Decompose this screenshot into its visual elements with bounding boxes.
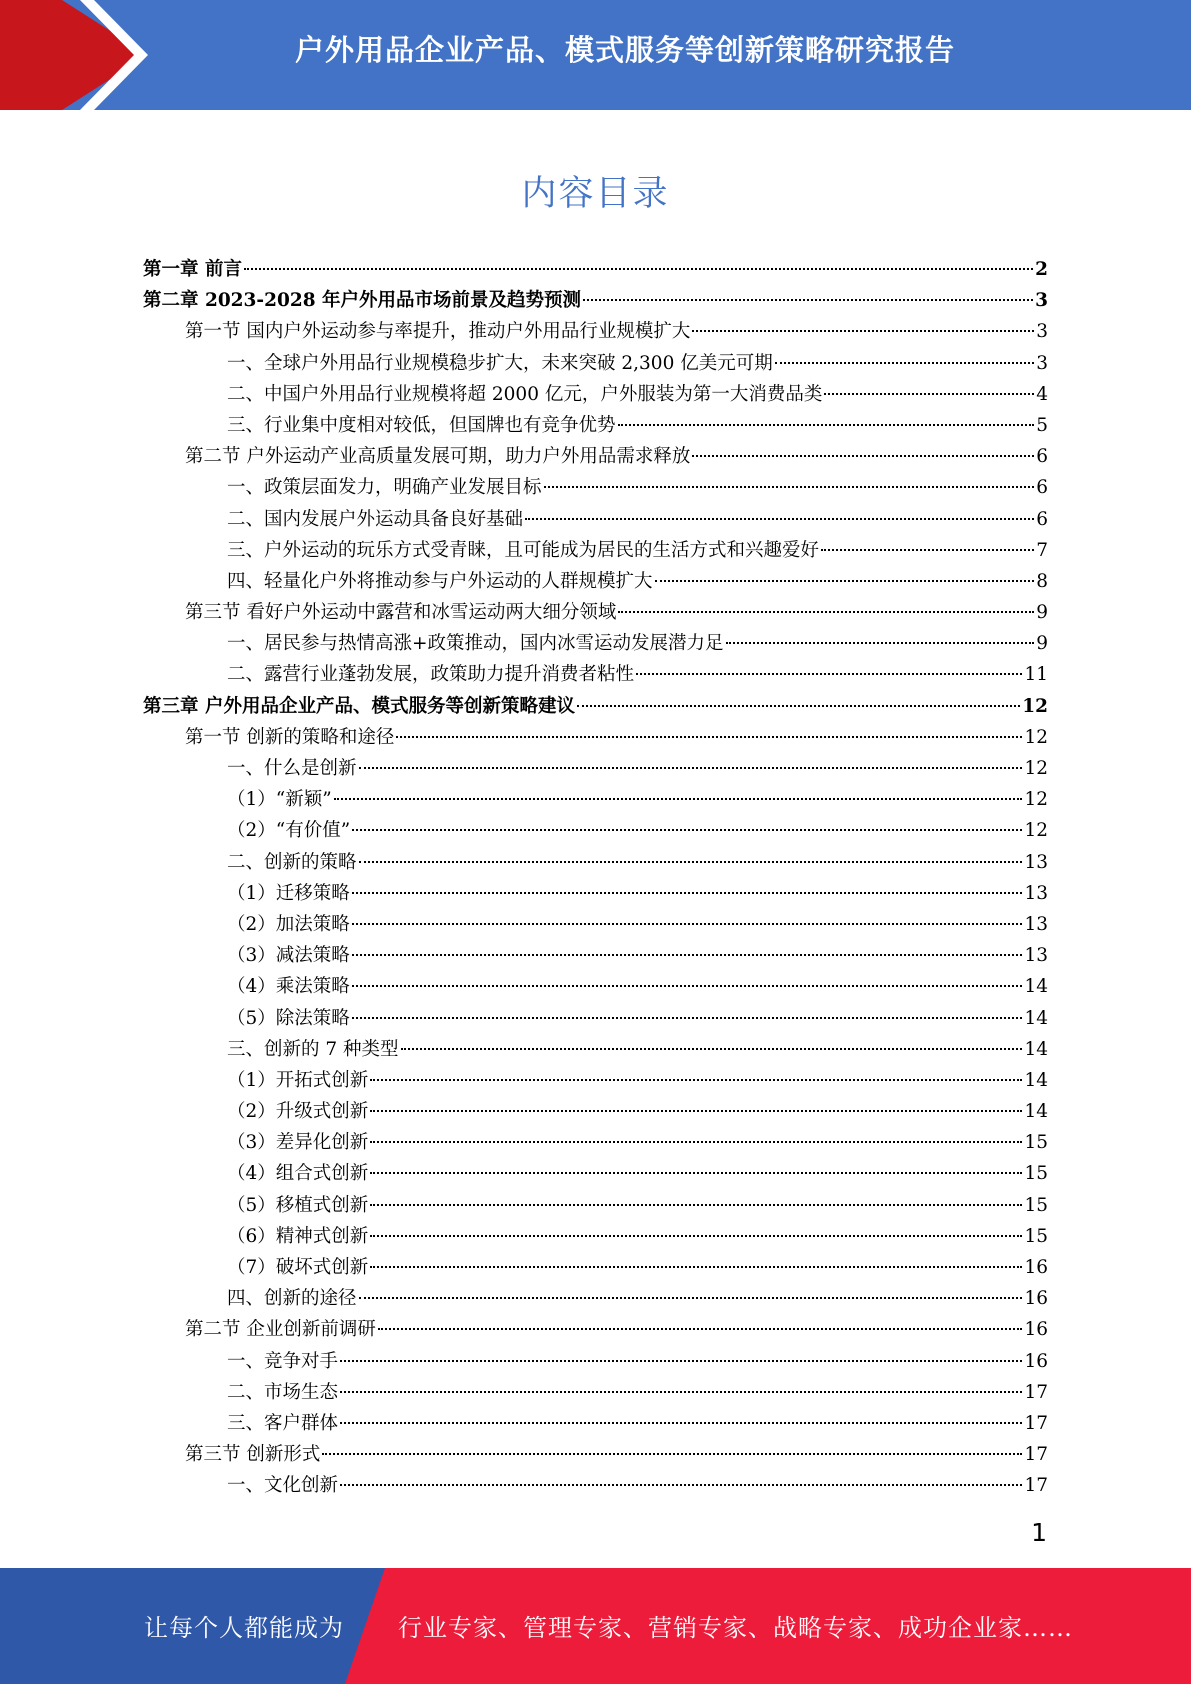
toc-entry[interactable] [143, 1003, 1048, 1034]
toc-dot-leader [340, 1422, 1022, 1424]
toc-entry[interactable] [143, 971, 1048, 1002]
toc-entry-title: 二、国内发展户外运动具备良好基础 [227, 508, 524, 530]
toc-dot-leader [583, 299, 1033, 301]
toc-entry[interactable] [143, 285, 1048, 316]
toc-entry-page: 16 [1024, 1350, 1048, 1372]
toc-entry[interactable] [143, 597, 1048, 628]
toc-dot-leader [370, 1266, 1022, 1268]
toc-dot-leader [340, 1360, 1022, 1362]
toc-entry-page: 14 [1024, 1038, 1048, 1060]
toc-dot-leader [352, 985, 1023, 987]
toc-entry[interactable] [143, 1127, 1048, 1158]
toc-entry-title: 一、居民参与热情高涨+政策推动，国内冰雪运动发展潜力足 [227, 633, 724, 655]
toc-entry[interactable] [143, 940, 1048, 971]
toc-entry-title: 第二节 企业创新前调研 [185, 1319, 376, 1341]
toc-entry-title: 第二章 2023-2028 年户外用品市场前景及趋势预测 [143, 290, 582, 312]
toc-entry-page: 14 [1024, 1069, 1048, 1091]
toc-entry[interactable] [143, 379, 1048, 410]
toc-entry-page: 17 [1024, 1381, 1048, 1403]
toc-entry-title: （3）差异化创新 [227, 1132, 369, 1154]
toc-entry-page: 17 [1024, 1412, 1048, 1434]
toc-entry-page: 12 [1024, 758, 1048, 779]
toc-dot-leader [775, 362, 1034, 364]
toc-entry-page: 13 [1024, 882, 1048, 904]
toc-dot-leader [359, 1297, 1023, 1299]
toc-dot-leader [692, 330, 1034, 332]
toc-dot-leader [370, 1079, 1022, 1081]
toc-dot-leader [352, 829, 1022, 831]
toc-dot-leader [378, 1328, 1023, 1330]
toc-entry-title: 三、创新的 7 种类型 [227, 1038, 399, 1060]
toc-entry-page: 12 [1024, 789, 1048, 811]
toc-entry-title: 第三节 看好户外运动中露营和冰雪运动两大细分领域 [185, 602, 617, 624]
toc-entry-page: 13 [1024, 945, 1048, 967]
toc-entry[interactable] [143, 784, 1048, 815]
toc-entry[interactable] [143, 722, 1048, 753]
toc-dot-leader [340, 1391, 1022, 1393]
toc-entry[interactable] [143, 1346, 1048, 1377]
toc-entry[interactable] [143, 1065, 1048, 1096]
table-of-contents [143, 254, 1048, 1502]
toc-entry-page: 7 [1036, 539, 1048, 561]
toc-dot-leader [821, 549, 1034, 551]
toc-entry-title: （2）加法策略 [227, 913, 350, 935]
header-title: 户外用品企业产品、模式服务等创新策略研究报告 [294, 33, 955, 67]
toc-entry-title: 第三节 创新形式 [185, 1444, 321, 1466]
toc-dot-leader [692, 455, 1034, 457]
toc-title: 内容目录 [521, 174, 670, 214]
toc-dot-leader [244, 268, 1033, 270]
footer-slogan-left: 让每个人都能成为 [144, 1614, 344, 1642]
toc-entry-page: 6 [1036, 446, 1048, 468]
toc-entry-title: 第一节 国内户外运动参与率提升，推动户外用品行业规模扩大 [185, 321, 691, 343]
toc-dot-leader [352, 1017, 1023, 1019]
toc-entry-page: 17 [1024, 1444, 1048, 1466]
toc-dot-leader [396, 736, 1022, 738]
toc-entry-page: 14 [1024, 976, 1048, 998]
toc-entry-title: 一、什么是创新 [227, 758, 357, 779]
toc-entry-title: 第一节 创新的策略和途径 [185, 726, 395, 748]
toc-entry-title: 四、轻量化户外将推动参与户外运动的人群规模扩大 [227, 570, 653, 592]
toc-entry-title: 一、政策层面发力，明确产业发展目标 [227, 477, 542, 499]
toc-entry-page: 16 [1024, 1288, 1048, 1310]
toc-entry[interactable] [143, 1408, 1048, 1439]
toc-entry[interactable] [143, 1190, 1048, 1221]
toc-dot-leader [352, 923, 1023, 925]
toc-entry-page: 4 [1036, 383, 1048, 405]
toc-entry[interactable] [143, 1314, 1048, 1345]
toc-entry-page: 5 [1036, 414, 1048, 436]
toc-entry-title: 一、全球户外用品行业规模稳步扩大，未来突破 2,300 亿美元可期 [227, 352, 773, 374]
toc-entry[interactable] [143, 659, 1048, 690]
toc-entry-page: 3 [1036, 352, 1048, 374]
toc-entry[interactable] [143, 1283, 1048, 1314]
toc-dot-leader [352, 954, 1023, 956]
toc-entry-page: 14 [1024, 1007, 1048, 1029]
toc-entry[interactable] [143, 316, 1048, 347]
toc-dot-leader [370, 1172, 1022, 1174]
toc-dot-leader [340, 1484, 1022, 1486]
toc-entry-title: 第一章 前言 [143, 259, 242, 280]
toc-entry-page: 6 [1036, 508, 1048, 530]
toc-entry[interactable] [143, 410, 1048, 441]
toc-dot-leader [577, 705, 1020, 707]
toc-entry[interactable] [143, 566, 1048, 597]
toc-entry-page: 12 [1022, 695, 1048, 717]
toc-entry-title: （4）组合式创新 [227, 1163, 369, 1185]
toc-entry[interactable] [143, 1096, 1048, 1127]
toc-entry[interactable] [143, 691, 1048, 722]
toc-entry-title: 第三章 户外用品企业产品、模式服务等创新策略建议 [143, 695, 575, 717]
page-number: 1 [1031, 1518, 1047, 1547]
toc-dot-leader [370, 1235, 1022, 1237]
toc-entry[interactable] [143, 878, 1048, 909]
toc-entry[interactable] [143, 472, 1048, 503]
toc-entry-title: （7）破坏式创新 [227, 1257, 369, 1278]
toc-entry[interactable] [143, 1158, 1048, 1189]
toc-dot-leader [370, 1110, 1022, 1112]
toc-dot-leader [618, 424, 1035, 426]
toc-entry-page: 6 [1036, 477, 1048, 499]
toc-entry[interactable] [143, 254, 1048, 285]
toc-entry-page: 13 [1024, 851, 1048, 873]
toc-entry-title: 二、市场生态 [227, 1381, 339, 1403]
toc-entry[interactable] [143, 504, 1048, 535]
toc-entry-title: 二、中国户外用品行业规模将超 2000 亿元，户外服装为第一大消费品类 [227, 383, 823, 405]
toc-entry-page: 3 [1035, 290, 1048, 312]
toc-entry-page: 14 [1024, 1101, 1048, 1123]
toc-dot-leader [525, 518, 1034, 520]
toc-dot-leader [359, 767, 1023, 769]
toc-entry-title: （4）乘法策略 [227, 976, 350, 998]
toc-entry[interactable] [143, 753, 1048, 784]
toc-dot-leader [726, 642, 1035, 644]
toc-dot-leader [618, 611, 1034, 613]
toc-entry-title: （2）“有价值” [227, 820, 351, 842]
header-arrow-icon [0, 0, 160, 110]
toc-entry-title: （1）“新颖” [227, 789, 332, 811]
toc-entry[interactable] [143, 1377, 1048, 1408]
toc-entry[interactable] [143, 1252, 1048, 1283]
toc-entry[interactable] [143, 348, 1048, 379]
toc-entry[interactable] [143, 909, 1048, 940]
footer-slogan-right: 行业专家、管理专家、营销专家、战略专家、成功企业家…… [398, 1614, 1073, 1642]
toc-entry-title: 三、行业集中度相对较低，但国牌也有竞争优势 [227, 414, 616, 436]
toc-dot-leader [544, 486, 1035, 488]
toc-dot-leader [322, 1453, 1022, 1455]
toc-entry-title: 一、文化创新 [227, 1475, 339, 1497]
toc-entry[interactable] [143, 1439, 1048, 1470]
toc-dot-leader [636, 673, 1022, 675]
toc-entry-page: 16 [1024, 1319, 1048, 1341]
toc-dot-leader [359, 861, 1023, 863]
toc-entry-title: （5）移植式创新 [227, 1194, 369, 1216]
toc-entry[interactable] [143, 847, 1048, 878]
toc-entry-page: 17 [1024, 1475, 1048, 1497]
toc-entry-page: 15 [1024, 1225, 1048, 1247]
toc-entry-page: 15 [1024, 1194, 1048, 1216]
toc-dot-leader [352, 892, 1023, 894]
toc-entry[interactable] [143, 628, 1048, 659]
toc-entry-page: 3 [1036, 321, 1048, 343]
toc-entry[interactable] [143, 535, 1048, 566]
toc-entry-title: 四、创新的途径 [227, 1288, 357, 1310]
toc-dot-leader [401, 1048, 1023, 1050]
toc-entry-title: （6）精神式创新 [227, 1225, 369, 1247]
toc-entry-title: （1）开拓式创新 [227, 1069, 369, 1091]
toc-dot-leader [370, 1141, 1022, 1143]
toc-entry-page: 2 [1035, 259, 1048, 280]
toc-dot-leader [655, 580, 1035, 582]
page-footer [0, 1568, 1191, 1684]
toc-entry-title: （1）迁移策略 [227, 882, 350, 904]
toc-entry[interactable] [143, 1470, 1048, 1501]
toc-entry-page: 9 [1036, 602, 1048, 624]
toc-entry-title: （2）升级式创新 [227, 1101, 369, 1123]
toc-entry[interactable] [143, 1221, 1048, 1252]
toc-entry[interactable] [143, 815, 1048, 846]
toc-entry-title: （5）除法策略 [227, 1007, 350, 1029]
toc-dot-leader [334, 798, 1023, 800]
toc-entry-title: 二、创新的策略 [227, 851, 357, 873]
page-header [0, 0, 1191, 110]
toc-entry-title: （3）减法策略 [227, 945, 350, 967]
toc-entry-page: 15 [1024, 1132, 1048, 1154]
toc-entry-page: 12 [1024, 820, 1048, 842]
toc-entry-title: 二、露营行业蓬勃发展，政策助力提升消费者粘性 [227, 664, 635, 686]
toc-entry-page: 12 [1024, 726, 1048, 748]
toc-entry-title: 三、客户群体 [227, 1412, 339, 1434]
toc-entry[interactable] [143, 441, 1048, 472]
toc-entry-page: 13 [1024, 913, 1048, 935]
toc-dot-leader [824, 393, 1034, 395]
toc-dot-leader [370, 1204, 1022, 1206]
toc-entry-title: 第二节 户外运动产业高质量发展可期，助力户外用品需求释放 [185, 446, 691, 468]
toc-entry-page: 11 [1024, 664, 1048, 686]
toc-entry-page: 8 [1036, 570, 1048, 592]
toc-entry-page: 16 [1024, 1257, 1048, 1278]
toc-entry-title: 一、竞争对手 [227, 1350, 339, 1372]
toc-entry-page: 15 [1024, 1163, 1048, 1185]
toc-entry-title: 三、户外运动的玩乐方式受青睐，且可能成为居民的生活方式和兴趣爱好 [227, 539, 820, 561]
toc-entry-page: 9 [1036, 633, 1048, 655]
toc-entry[interactable] [143, 1034, 1048, 1065]
